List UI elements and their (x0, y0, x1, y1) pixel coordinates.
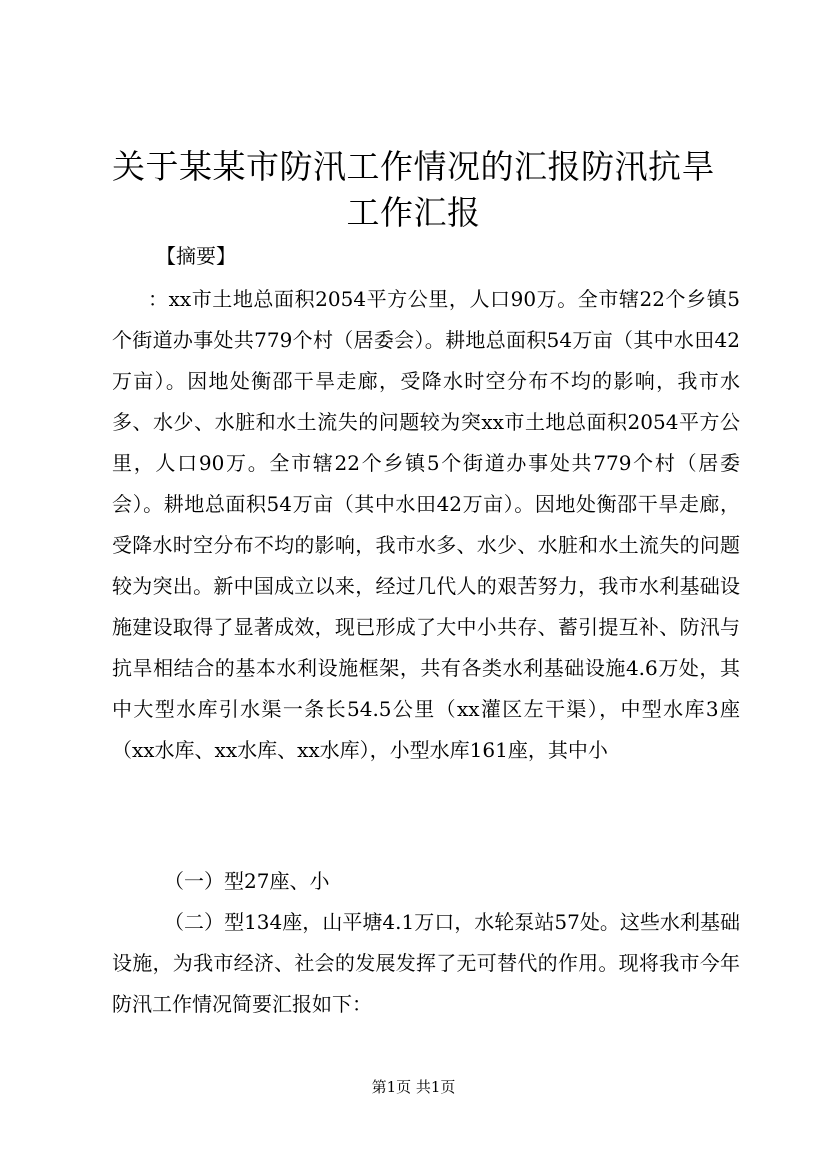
abstract-label: 【摘要】 (156, 244, 236, 268)
document-title: 关于某某市防汛工作情况的汇报防汛抗旱工作汇报 (112, 147, 715, 232)
main-paragraph: ：xx市土地总面积2054平方公里，人口90万。全市辖22个乡镇5个街道办事处共779个村（居委会）。耕地总面积54万亩（其中水田42万亩）。因地处衡邵干旱走廊，受降水时空分布不均的影响，我市水多、水少、水脏和水土流失的问题较为突xx市土地总面积2054平方公里，人口90万。全市辖22个乡镇5个街道办事处共779个村（居委会）。耕地总面积54万亩（其中水田42万亩）。因地处衡邵干旱走廊，受降水时空分布不均的影响，我市水多、水少、水脏和水土流失的问题较为突出。新中国成立以来，经过几代人的艰苦努力，我市水利基础设施建设取得了显著成效，现已形成了大中小共存、蓄引提互补、防汛与抗旱相结合的基本水利设施框架，共有各类水利基础设施4.6万处，其中大型水库引水渠一条长54.5公里（xx灌区左干渠），中型水库3座（xx水库、xx水库、xx水库），小型水库161座，其中小 (112, 287, 740, 762)
page-footer: 第1页 共1页 (371, 1078, 456, 1096)
item-one-paragraph: （一）型27座、小 (164, 869, 330, 893)
item-two-paragraph: （二）型134座，山平塘4.1万口，水轮泵站57处。这些水利基础设施，为我市经济、社会的发展发挥了无可替代的作用。现将我市今年防汛工作情况简要汇报如下： (112, 910, 740, 1016)
